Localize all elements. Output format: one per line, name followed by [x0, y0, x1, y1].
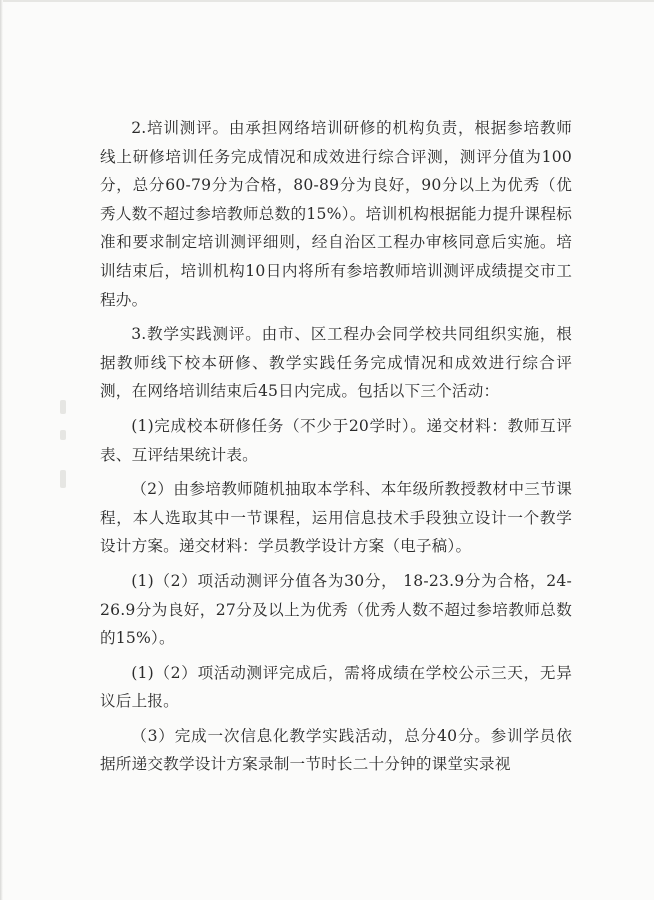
scan-mark [60, 430, 66, 440]
document-body [100, 114, 572, 779]
paragraph-scoring: (1)（2）项活动测评分值各为30分， 18-23.9分为合格，24-26.9分为良好，27分及以上为优秀（优秀人数不超过参培教师总数的15%）。 [100, 571, 572, 648]
paragraph-publicity: (1)（2）项活动测评完成后，需将成绩在学校公示三天，无异议后上报。 [100, 663, 572, 711]
scan-mark [60, 470, 66, 488]
scan-edge-top [0, 0, 654, 2]
paragraph-item-3: （3）完成一次信息化教学实践活动，总分40分。参训学员依据所递交教学设计方案录制一节时长二十分钟的课堂实录视 [100, 726, 572, 774]
paragraph-teaching-practice-assessment: 3.教学实践测评。由市、区工程办会同学校共同组织实施，根据教师线下校本研修、教学实践任务完成情况和成效进行综合评测，在网络培训结束后45日内完成。包括以下三个活动： [100, 325, 572, 401]
paragraph-training-assessment: 2.培训测评。由承担网络培训研修的机构负责，根据参培教师线上研修培训任务完成情况和成效进行综合评测，测评分值为100分，总分60-79分为合格，80-89分为良好，90分以上为优秀（优秀人数不超过参培教师总数的15%）。培训机构根据能力提升课程标准和要求制定培训测评细则，经自治区工程办审核同意后实施。培训结束后，培训机构10日内将所有参培教师培训测评成绩提交市工程办。 [100, 119, 572, 309]
paragraph-item-1: (1)完成校本研修任务（不少于20学时）。递交材料：教师互评表、互评结果统计表。 [100, 416, 572, 464]
scan-mark [60, 400, 66, 414]
paragraph-item-2: （2）由参培教师随机抽取本学科、本年级所教授教材中三节课程，本人选取其中一节课程，运用信息技术手段独立设计一个教学设计方案。递交材料：学员教学设计方案（电子稿）。 [100, 480, 572, 556]
scan-edge-left [0, 0, 3, 900]
